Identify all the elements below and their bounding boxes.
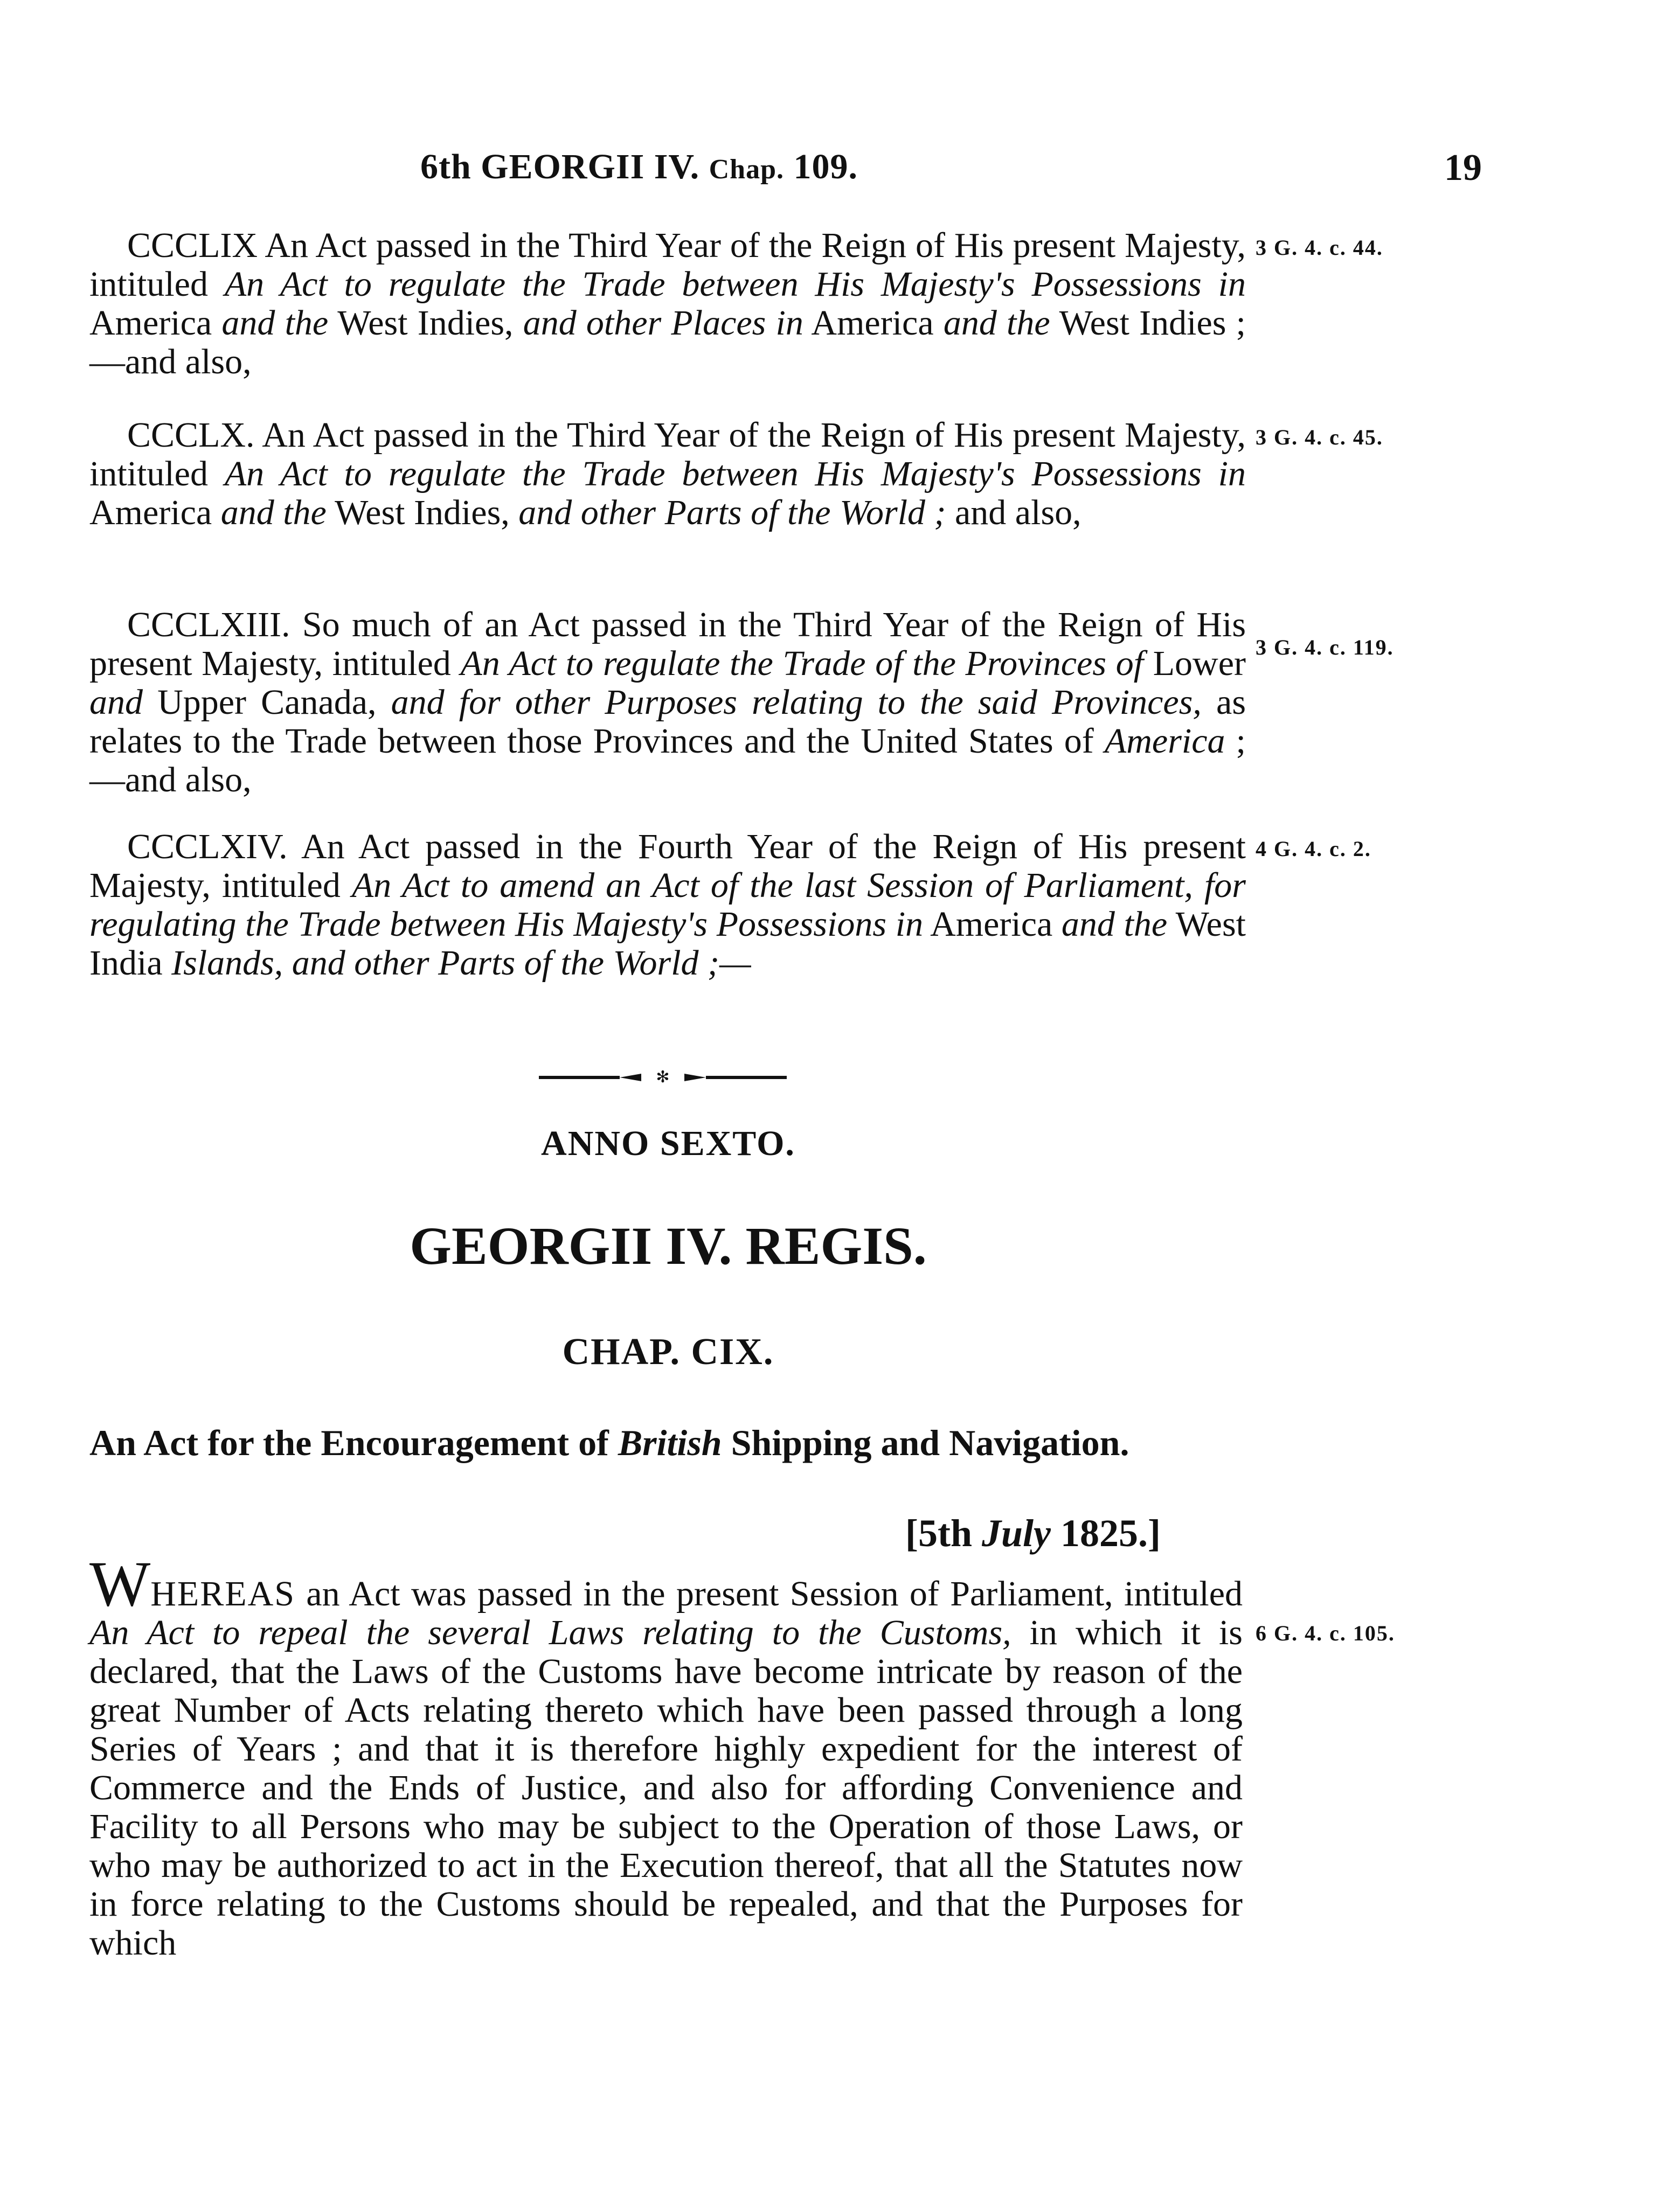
- act-title-before: An Act for the Encouragement of: [89, 1422, 618, 1463]
- margin-note: 6 G. 4. c. 105.: [1256, 1621, 1395, 1645]
- margin-note: 3 G. 4. c. 44.: [1256, 235, 1383, 260]
- act-text-segment: America: [923, 905, 1062, 944]
- act-text-segment: and the: [221, 303, 329, 343]
- act-text-segment: CCCLIX An Act passed in the Third Year of the Reign of His present Majesty, intituled: [89, 226, 1246, 304]
- heading-georgii-regis: GEORGII IV. REGIS.: [410, 1216, 927, 1276]
- act-text-segment: West Indies ;—and also,: [89, 303, 1246, 381]
- repealed-act-paragraph: [89, 416, 1246, 532]
- act-text-segment: and the: [1061, 905, 1168, 944]
- act-text-segment: and other Places in: [523, 303, 803, 343]
- act-text-segment: Islands, and other Parts of the World ;—: [171, 943, 751, 983]
- running-head-chap-label: Chap.: [709, 154, 784, 185]
- act-text-segment: An Act to amend an Act of the last Session of Parliament, for regulating the Trade between His Majesty's Possessions in: [89, 866, 1246, 944]
- act-text-segment: West Indies,: [328, 303, 523, 343]
- preamble-caps: HEREAS: [150, 1574, 295, 1613]
- margin-note: 3 G. 4. c. 119.: [1256, 635, 1394, 659]
- act-text-segment: Lower: [1143, 644, 1246, 683]
- act-text-segment: An Act to regulate the Trade between His Majesty's Possessions in: [224, 265, 1246, 304]
- act-text-segment: and also,: [946, 493, 1081, 532]
- act-text-segment: Upper Canada,: [143, 683, 391, 722]
- running-head: [420, 147, 858, 187]
- repealed-act-paragraph: [89, 606, 1246, 799]
- heading-anno-sexto: ANNO SEXTO.: [541, 1124, 795, 1163]
- margin-note: 3 G. 4. c. 45.: [1256, 425, 1383, 449]
- running-head-title: 6th GEORGII IV.: [420, 147, 700, 186]
- act-text-segment: and the: [943, 303, 1050, 343]
- date-month: July: [982, 1512, 1051, 1555]
- act-text-segment: America: [89, 303, 222, 343]
- svg-text:✻: ✻: [656, 1069, 670, 1086]
- date-close: 1825.]: [1051, 1512, 1161, 1555]
- heading-chapter: CHAP. CIX.: [562, 1331, 774, 1373]
- act-text-segment: West India: [89, 905, 1246, 983]
- drop-cap: W: [89, 1548, 151, 1619]
- repealed-act-paragraph: [89, 827, 1246, 983]
- act-text-segment: An Act to regulate the Trade between His Majesty's Possessions in: [224, 454, 1246, 493]
- act-text-segment: CCCLX. An Act passed in the Third Year of the Reign of His present Majesty, intituled: [89, 415, 1246, 493]
- preamble-paragraph: [89, 1548, 1243, 1963]
- act-text-segment: as relates to the Trade between those Provinces and the United States of: [89, 683, 1246, 761]
- act-text-segment: America: [1104, 721, 1225, 761]
- act-title: [89, 1422, 1277, 1463]
- act-text-segment: America: [803, 303, 944, 343]
- running-head-chap-number: 109.: [793, 147, 858, 186]
- act-text-segment: West Indies,: [326, 493, 519, 532]
- act-text-segment: and other Parts of the World ;: [518, 493, 946, 532]
- act-text-segment: An Act to regulate the Trade of the Provinces of: [460, 644, 1144, 683]
- margin-note: 4 G. 4. c. 2.: [1256, 837, 1371, 861]
- act-text-segment: ;—and also,: [89, 721, 1246, 799]
- page-number: 19: [1444, 147, 1482, 189]
- repealed-act-paragraph: [89, 226, 1246, 381]
- act-date: [905, 1511, 1161, 1556]
- act-text-segment: CCCLXIII. So much of an Act passed in the Third Year of the Reign of His present Majesty, intituled: [89, 605, 1246, 683]
- act-text-segment: CCCLXIV. An Act passed in the Fourth Year of the Reign of His present Majesty, intituled: [89, 827, 1246, 905]
- preamble-text-1: an Act was passed in the present Session of Parliament, intituled: [295, 1574, 1243, 1613]
- act-title-italic: British: [618, 1422, 722, 1463]
- preamble-italic: An Act to repeal the several Laws relating to the Customs,: [89, 1613, 1011, 1652]
- act-text-segment: and for other Purposes relating to the said Provinces,: [391, 683, 1202, 722]
- act-text-segment: and the: [220, 493, 327, 532]
- act-text-segment: America: [89, 493, 221, 532]
- date-open: [5th: [905, 1512, 982, 1555]
- ornamental-rule: [539, 1069, 787, 1086]
- act-title-after: Shipping and Navigation.: [722, 1422, 1129, 1463]
- act-text-segment: and: [89, 683, 143, 722]
- preamble-text-2: in which it is declared, that the Laws of the Customs have become intricate by reason of the great Number of Acts relating thereto which have been passed through a long Series of Years ; and that it is therefore highly expedient for the interest of Commerce and the Ends of Justice, and also for affording Convenience and Facility to all Persons who may be subject to the Operation of those Laws, or who may be authorized to act in the Execution thereof, that all the Statutes now in force relating to the Customs should be repealed, and that the Purposes for which: [89, 1613, 1243, 1963]
